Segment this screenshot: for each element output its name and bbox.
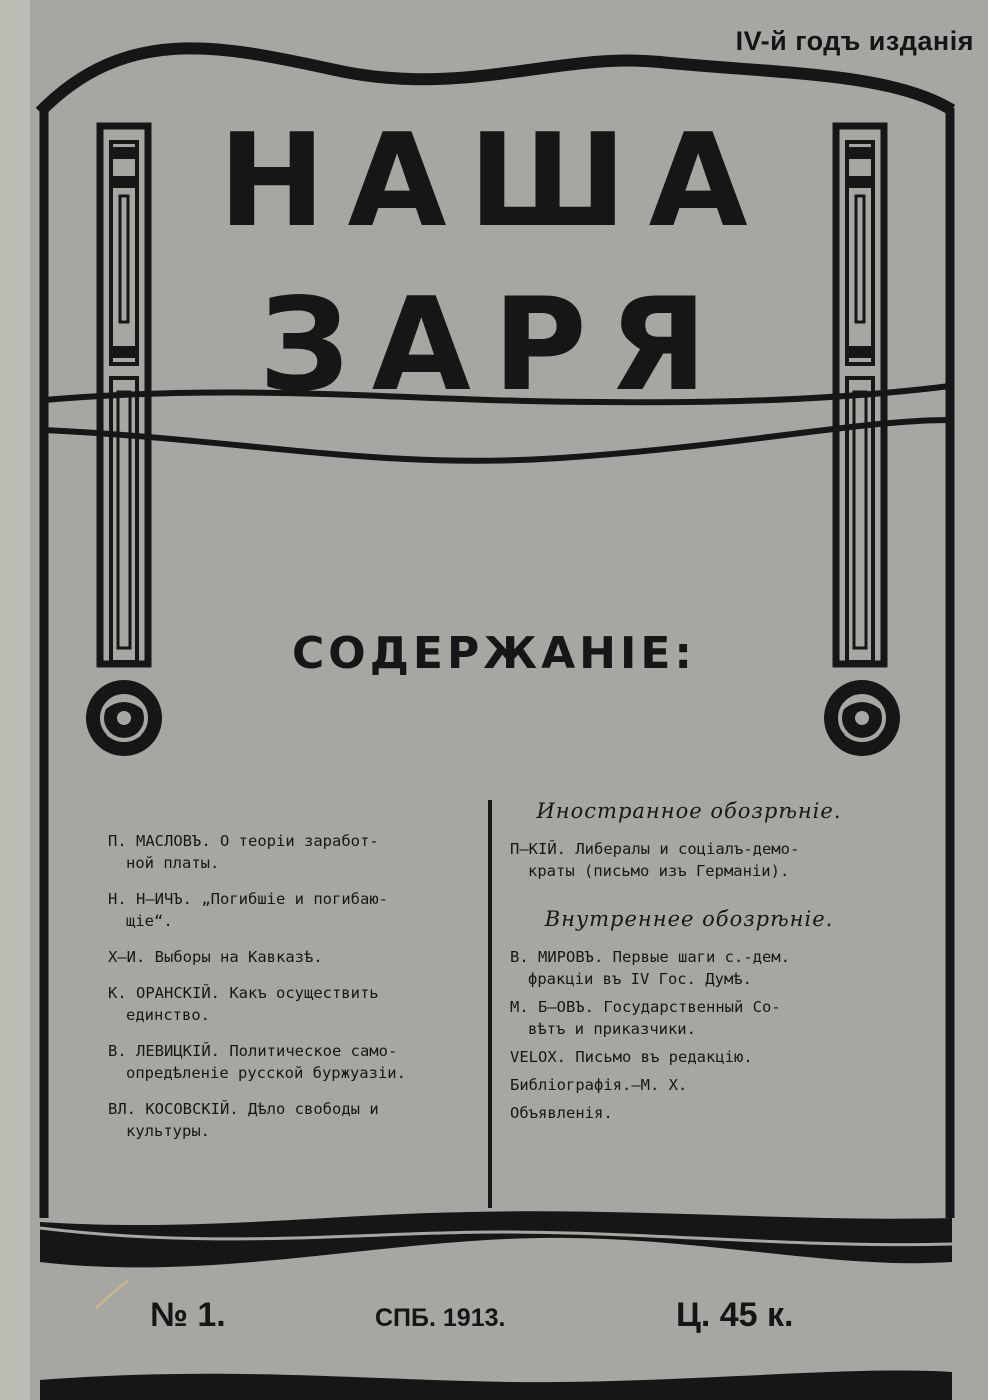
item-title-continued: фракціи въ IV Гос. Думѣ.	[528, 970, 752, 988]
item-title-continued: щіе“.	[126, 912, 173, 930]
item-title-continued: ной платы.	[126, 854, 220, 872]
item-author: Объявленія.	[510, 1104, 613, 1122]
item-title: —М. Х.	[631, 1076, 688, 1094]
item-author: В. МИРОВЪ.	[510, 948, 604, 966]
item-author: В. ЛЕВИЦКІЙ.	[108, 1042, 220, 1060]
contents-item	[108, 946, 474, 968]
contents-item	[108, 1098, 474, 1142]
contents-item	[510, 996, 868, 1040]
item-author: Библіографія.	[510, 1076, 632, 1094]
item-author: М. Б—ОВЪ.	[510, 998, 594, 1016]
item-title: Политическое само-	[229, 1042, 398, 1060]
item-title: О теоріи заработ-	[220, 832, 379, 850]
contents-item	[108, 1040, 474, 1084]
item-title: Письмо въ редакцію.	[575, 1048, 753, 1066]
contents-item	[108, 982, 474, 1026]
contents-item	[108, 888, 474, 932]
item-title-continued: краты (письмо изъ Германіи).	[528, 862, 790, 880]
right-rose-ornament-icon	[824, 680, 900, 756]
item-author: ВЛ. КОСОВСКІЙ.	[108, 1100, 239, 1118]
city-year: СПБ. 1913.	[375, 1304, 506, 1332]
contents-item	[108, 830, 474, 874]
contents-item	[510, 838, 868, 882]
contents-heading: СОДЕРЖАНІЕ:	[292, 628, 696, 679]
item-author: Х—И.	[108, 948, 146, 966]
item-title: Либералы и соціалъ-демо-	[575, 840, 800, 858]
item-title-continued: культуры.	[126, 1122, 210, 1140]
title-line-2: ЗАРЯ	[258, 271, 730, 420]
item-author: К. ОРАНСКІЙ.	[108, 984, 220, 1002]
item-title-continued: единство.	[126, 1006, 210, 1024]
contents-item	[510, 1102, 868, 1124]
item-title: Государственный Со-	[603, 998, 781, 1016]
contents-item	[510, 946, 868, 990]
title-line-1: НАША	[218, 107, 770, 256]
issue-number: № 1.	[150, 1296, 226, 1334]
item-title: Первые шаги с.-дем.	[612, 948, 790, 966]
item-author: Н. Н—ИЧЪ.	[108, 890, 192, 908]
price-label: Ц. 45 к.	[676, 1296, 794, 1334]
contents-right-column	[510, 800, 868, 1130]
contents-item	[510, 1046, 868, 1068]
item-author: VELOX.	[510, 1048, 566, 1066]
section-title-foreign-review: Иностранное обозрѣніе.	[536, 799, 842, 823]
item-author: П—КІЙ.	[510, 840, 566, 858]
item-author: П. МАСЛОВЪ.	[108, 832, 211, 850]
contents-item	[510, 1074, 868, 1096]
left-rose-ornament-icon	[86, 680, 162, 756]
item-title: Какъ осуществить	[229, 984, 379, 1002]
item-title: „Погибшіе и погибаю-	[201, 890, 388, 908]
item-title: Дѣло свободы и	[248, 1100, 379, 1118]
section-title-domestic-review: Внутреннее обозрѣніе.	[544, 907, 834, 931]
item-title: Выборы на Кавказѣ.	[154, 948, 323, 966]
contents-left-column	[108, 830, 474, 1156]
item-title-continued: вѣтъ и приказчики.	[528, 1020, 696, 1038]
publication-year-label: IV-й годъ изданія	[735, 26, 974, 56]
item-title-continued: опредѣленіе русской буржуазіи.	[126, 1064, 406, 1082]
